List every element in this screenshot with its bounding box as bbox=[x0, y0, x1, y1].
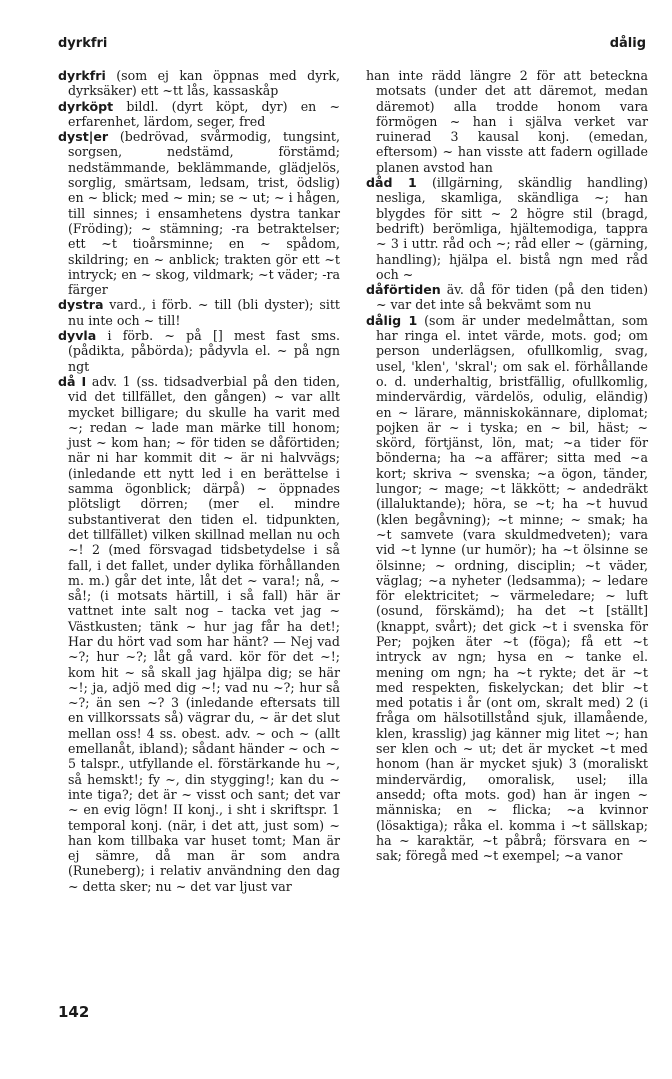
headword: dålig 1 bbox=[366, 312, 418, 328]
dictionary-entry bbox=[58, 99, 340, 130]
dictionary-entry bbox=[366, 175, 648, 282]
headword: dyvla bbox=[58, 328, 97, 344]
entry-text: (som ej kan öppnas med dyrk, dyrksäker) ett ~tt lås, kassaskåp bbox=[68, 68, 340, 99]
running-head-left: dyrkfri bbox=[58, 36, 108, 51]
dictionary-entry bbox=[366, 313, 648, 864]
dictionary-entry bbox=[366, 282, 648, 313]
entry-text: han inte rädd längre 2 för att beteckna motsats (under det att däremot, medan däremot) alla trodde honom vara förmögen ~ han i själva verket var ruinerad 3 kausal konj. (emedan, eftersom) ~ han visste att fadern ogillade planen avstod han bbox=[366, 68, 648, 175]
entry-text: (illgärning, skändlig handling) nesliga, skamliga, skändliga ~; han blygdes för sitt ~ 2 högre stil (bragd, bedrift) berömliga, hjältemodiga, tappra ~ 3 i uttr. råd och ~; råd eller ~ (gärning, handling); hjälpa el. bistå ngn med råd och ~ bbox=[376, 175, 648, 282]
dictionary-entry bbox=[58, 297, 340, 328]
left-column bbox=[58, 68, 340, 894]
right-column bbox=[366, 68, 648, 863]
entry-text: (som är under medelmåttan, som har ringa el. intet värde, mots. god; om person underlägsen, ofullkomlig, svag, usel, 'klen', 'skral'; om sak el. förhållande o. d. underhaltig, bristfällig, ofullkomlig, mindervärdig, värdelös, odulig, eländig) en ~ lärare, människokännare, diplomat; pojken är ~ i tyska; en ~ bil, häst; ~ skörd, förtjänst, lön, mat; ~a tider för bönderna; ha ~a affärer; sitta med ~a kort; skriva ~ svenska; ~a ögon, tänder, lungor; ~ mage; ~t läkkött; ~ andedräkt (illaluktande); höra, se ~t; ha ~t huvud (klen begåvning); ~t minne; ~ smak; ha ~t samvete (vara skuldmedveten); vara vid ~t lynne (ur humör); ha ~t ölsinne se ölsinne; ~ ordning, disciplin; ~t väder, väglag; ~a nyheter (ledsamma); ~ ledare för elektricitet; ~ värmeledare; ~ luft (osund, förskämd); ha det ~t [ställt] (knappt, svårt); det gick ~t i svenska för Per; pojken äter ~t (föga); få ett ~t intryck av ngn; hysa en ~ tanke el. mening om ngn; ha ~t rykte; det är ~t med respekten, fiskelyckan; det blir ~t med potatis i år (ont om, skralt med) 2 (i fråga om hälsotillstånd sjuk, illamående, klen, krasslig) jag känner mig litet ~; han ser klen och ~ ut; det är mycket ~t med honom (han är mycket sjuk) 3 (moraliskt mindervärdig, omoralisk, usel; illa ansedd; ofta mots. god) han är ingen ~ människa; en ~ flicka; ~a kvinnor (lösaktiga); råka el. komma i ~t sällskap; ha ~ karaktär, ~t påbrå; försvara en ~ sak; föregå med ~t exempel; ~a vanor bbox=[376, 312, 648, 864]
entry-text: äv. då för tiden (på den tiden) ~ var det inte så bekvämt som nu bbox=[376, 282, 648, 313]
headword: dystra bbox=[58, 297, 104, 313]
entry-text: adv. 1 (ss. tidsadverbial på den tiden, vid det tillfället, den gången) ~ var allt mycket billigare; du skulle ha varit med ~; redan ~ lade man märke till honom; just ~ kom han; ~ för tiden se dåförtiden; när ni har kommit dit ~ är ni halvvägs; (inledande ett nytt led i en berättelse i samma ögonblick; därpå) ~ öppnades plötsligt dörren; (mer el. mindre substantiverat den tiden el. tidpunkten, det tillfället) vilken skillnad mellan nu och ~! 2 (med försvagad tidsbetydelse i så fall, i det fallet, under dylika förhållanden m. m.) går det inte, låt det ~ vara!; nå, ~ så!; (i motsats härtill, i så fall) här är vattnet inte salt nog – tacka vet jag ~ Västkusten; tänk ~ hur jag får ha det!; Har du hört vad som har hänt? — Nej vad ~?; hur ~?; låt gå vard. kör för det ~!; kom hit ~ så skall jag hjälpa dig; se här ~!; ja, adjö med dig ~!; vad nu ~?; hur så ~?; än sen ~? 3 (inledande eftersats till en villkorssats så) vägrar du, ~ är det slut mellan oss! 4 ss. obest. adv. ~ och ~ (allt emellanåt, ibland); sådant händer ~ och ~ 5 talspr., utfyllande el. förstärkande hu ~, så hemskt!; fy ~, din stygging!; kan du ~ inte tiga?; det är ~ visst och sant; det var ~ en evig lögn! II konj., i sht i skriftspr. 1 temporal konj. (när, i det att, just som) ~ han kom tillbaka var huset tomt; Man är ej sämre, då man är som andra (Runeberg); i relativ användning den dag ~ detta sker; nu ~ det var ljust var bbox=[68, 373, 340, 894]
page-number: 142 bbox=[58, 1003, 90, 1021]
dictionary-entry bbox=[58, 68, 340, 99]
headword: dåd 1 bbox=[366, 175, 417, 191]
entry-text: bildl. (dyrt köpt, dyr) en ~ erfarenhet, lärdom, seger, fred bbox=[68, 98, 340, 129]
headword: dyst|er bbox=[58, 129, 109, 145]
dictionary-entry bbox=[58, 374, 340, 894]
dictionary-entry bbox=[366, 68, 648, 175]
headword: dåförtiden bbox=[366, 282, 441, 298]
headword: dyrköpt bbox=[58, 98, 114, 114]
dictionary-entry bbox=[58, 129, 340, 297]
entry-text: i förb. ~ på [] mest fast sms. (pådikta, påbörda); pådyvla el. ~ på ngn ngt bbox=[68, 328, 340, 374]
headword: dyrkfri bbox=[58, 68, 106, 83]
entry-text: vard., i förb. ~ till (bli dyster); sitt nu inte och ~ till! bbox=[68, 297, 340, 328]
entry-text: (bedrövad, svårmodig, tungsint, sorgsen, nedstämd, förstämd; nedstämmande, beklämmande, glädjelös, sorglig, smärtsam, ledsam, trist, ödslig) en ~ blick; med ~ min; se ~ ut; ~ i hågen, till sinnes; i ensamhetens dystra tankar (Fröding); ~ stämning; -ra betraktelser; ett ~t tioårsminne; en ~ spådom, skildring; en ~ anblick; trakten gör ett ~t intryck; en ~ skog, vildmark; ~t väder; -ra färger bbox=[68, 129, 340, 298]
headword: då I bbox=[58, 373, 87, 389]
dictionary-entry bbox=[58, 328, 340, 374]
running-head-right: dålig bbox=[609, 36, 646, 51]
